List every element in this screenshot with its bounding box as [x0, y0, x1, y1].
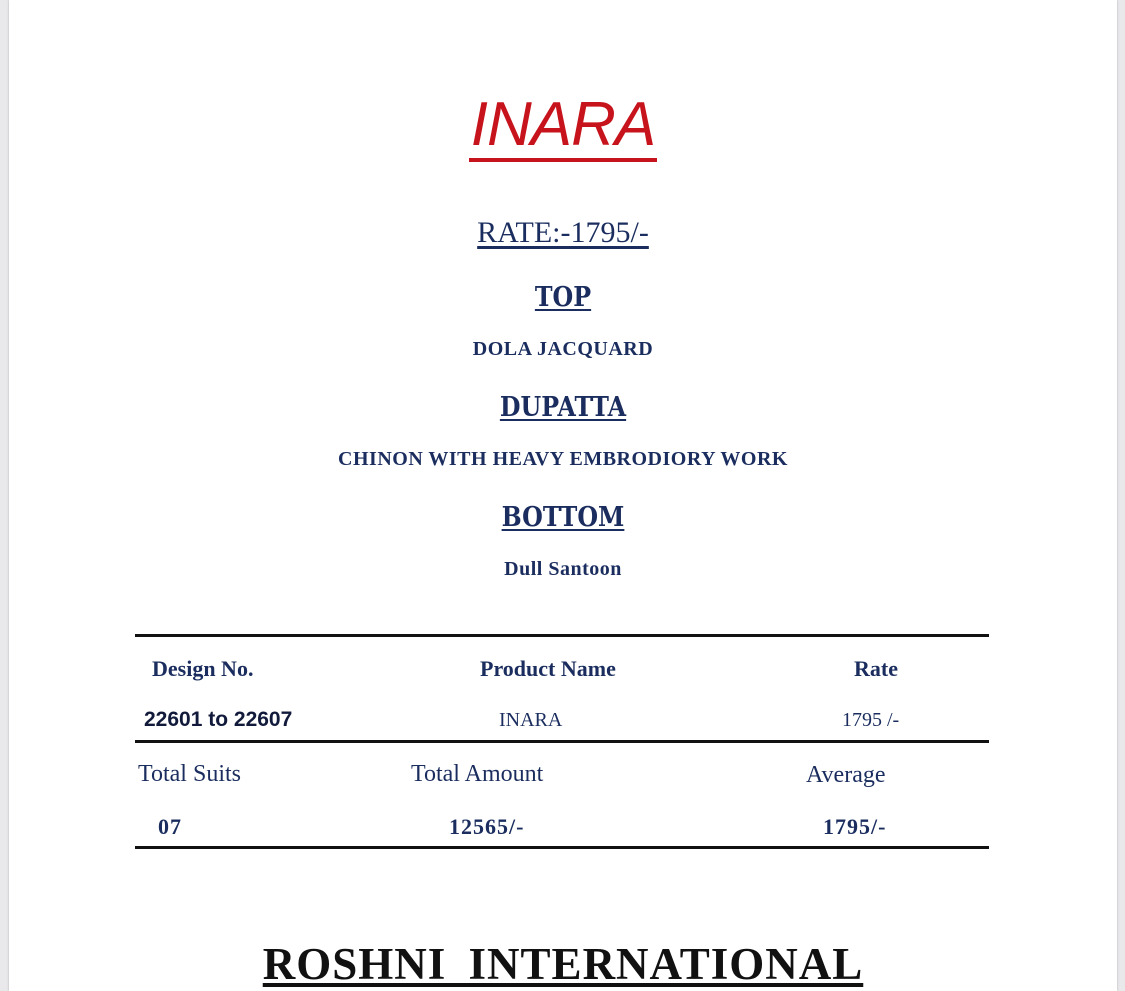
header-total-suits: Total Suits	[138, 761, 241, 787]
value-total-amount: 12565/-	[449, 814, 525, 839]
company-name: ROSHNI INTERNATIONAL	[262, 939, 864, 989]
section-detail-top: DOLA JACQUARD	[472, 338, 654, 360]
brand-logo	[9, 92, 1117, 162]
section-heading-bottom: BOTTOM	[501, 502, 625, 533]
section-heading-top: TOP	[534, 282, 592, 313]
value-product-name: INARA	[499, 709, 563, 731]
table-top-rule	[135, 634, 989, 637]
header-product-name: Product Name	[480, 656, 616, 681]
brand-logo-text: INARA	[469, 92, 657, 162]
section-detail-bottom: Dull Santoon	[504, 558, 622, 580]
rate-line: RATE:-1795/-	[477, 216, 649, 249]
document-page	[9, 0, 1117, 991]
header-total-amount: Total Amount	[411, 761, 544, 787]
header-rate: Rate	[854, 656, 898, 681]
value-average: 1795/-	[823, 814, 887, 839]
value-rate: 1795 /-	[842, 709, 900, 731]
header-average: Average	[806, 762, 886, 788]
value-design-no: 22601 to 22607	[144, 708, 293, 731]
section-heading-dupatta: DUPATTA	[499, 392, 627, 423]
header-design-no: Design No.	[152, 656, 254, 681]
table-bottom-rule	[135, 846, 989, 849]
table-middle-rule	[135, 740, 989, 743]
value-total-suits: 07	[158, 814, 182, 839]
section-detail-dupatta: CHINON WITH HEAVY EMBRODIORY WORK	[338, 448, 788, 470]
